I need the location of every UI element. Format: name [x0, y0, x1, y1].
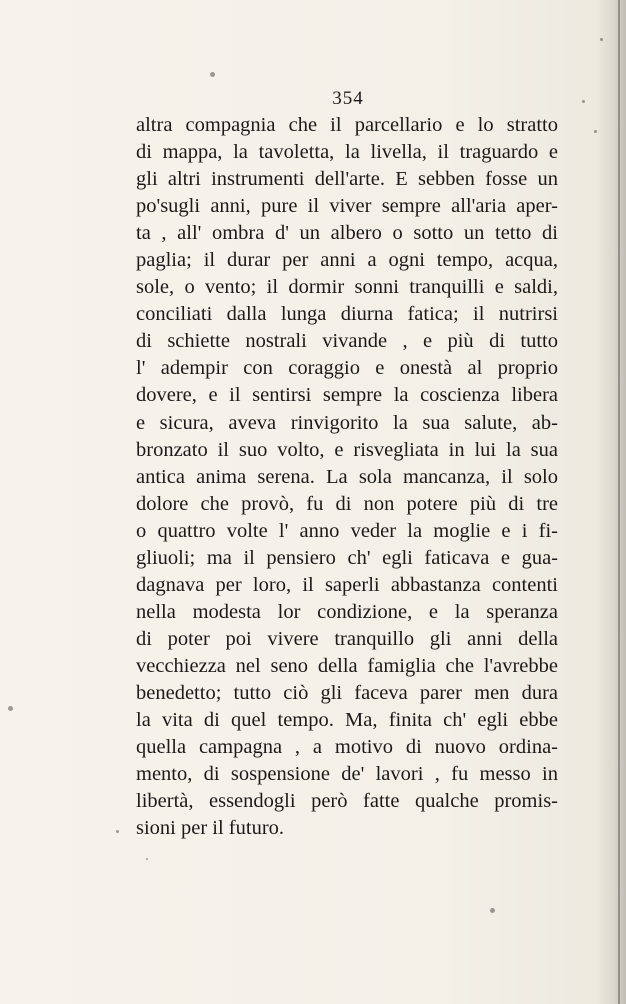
page-edge-line	[618, 0, 620, 1004]
text-line: conciliati dalla lunga diurna fatica; il nutrirsi	[136, 303, 558, 326]
speck	[146, 858, 148, 860]
text-line: libertà, essendogli però fatte qualche promis-	[136, 790, 558, 813]
page-edge-shadow	[596, 0, 626, 1004]
text-line: nella modesta lor condizione, e la speranza	[136, 600, 558, 623]
text-line: l' adempir con coraggio e onestà al proprio	[136, 357, 558, 380]
text-line: quella campagna , a motivo di nuovo ordina-	[136, 736, 558, 759]
speck	[490, 908, 495, 913]
text-line: ta , all' ombra d' un albero o sotto un tetto di	[136, 222, 558, 245]
text-line: dagnava per loro, il saperli abbastanza contenti	[136, 573, 558, 596]
text-line: antica anima serena. La sola mancanza, il solo	[136, 465, 558, 488]
text-line: bronzato il suo volto, e risvegliata in lui la sua	[136, 438, 558, 461]
text-line: dolore che provò, fu di non potere più di tre	[136, 492, 558, 515]
text-line: paglia; il durar per anni a ogni tempo, acqua,	[136, 249, 558, 272]
text-line: altra compagnia che il parcellario e lo stratto	[136, 114, 558, 136]
text-line: gliuoli; ma il pensiero ch' egli faticava e gua-	[136, 546, 558, 569]
speck	[594, 130, 597, 133]
text-line: o quattro volte l' anno veder la moglie e i fi-	[136, 519, 558, 542]
text-line: la vita di quel tempo. Ma, finita ch' egli ebbe	[136, 709, 558, 732]
text-line: e sicura, aveva rinvigorito la sua salute, ab-	[136, 411, 558, 434]
speck	[210, 72, 215, 77]
text-line: sole, o vento; il dormir sonni tranquilli e saldi,	[136, 276, 558, 299]
text-line: di schiette nostrali vivande , e più di tutto	[136, 330, 558, 353]
page-number: 354	[332, 88, 364, 109]
speck	[600, 38, 603, 41]
speck	[8, 706, 13, 711]
text-line: po'sugli anni, pure il viver sempre all'aria aper-	[136, 195, 558, 218]
text-line: benedetto; tutto ciò gli faceva parer men dura	[136, 681, 558, 704]
text-line: sioni per il futuro.	[136, 817, 285, 840]
text-line: vecchiezza nel seno della famiglia che l'avrebbe	[136, 654, 558, 677]
body-text	[136, 112, 558, 842]
speck	[116, 830, 119, 833]
text-line: mento, di sospensione de' lavori , fu messo in	[136, 763, 558, 786]
text-line: di mappa, la tavoletta, la livella, il traguardo e	[136, 141, 558, 164]
text-line: di poter poi vivere tranquillo gli anni della	[136, 627, 558, 650]
text-line: dovere, e il sentirsi sempre la coscienza libera	[136, 384, 558, 407]
text-line: gli altri instrumenti dell'arte. E sebben fosse un	[136, 168, 558, 191]
